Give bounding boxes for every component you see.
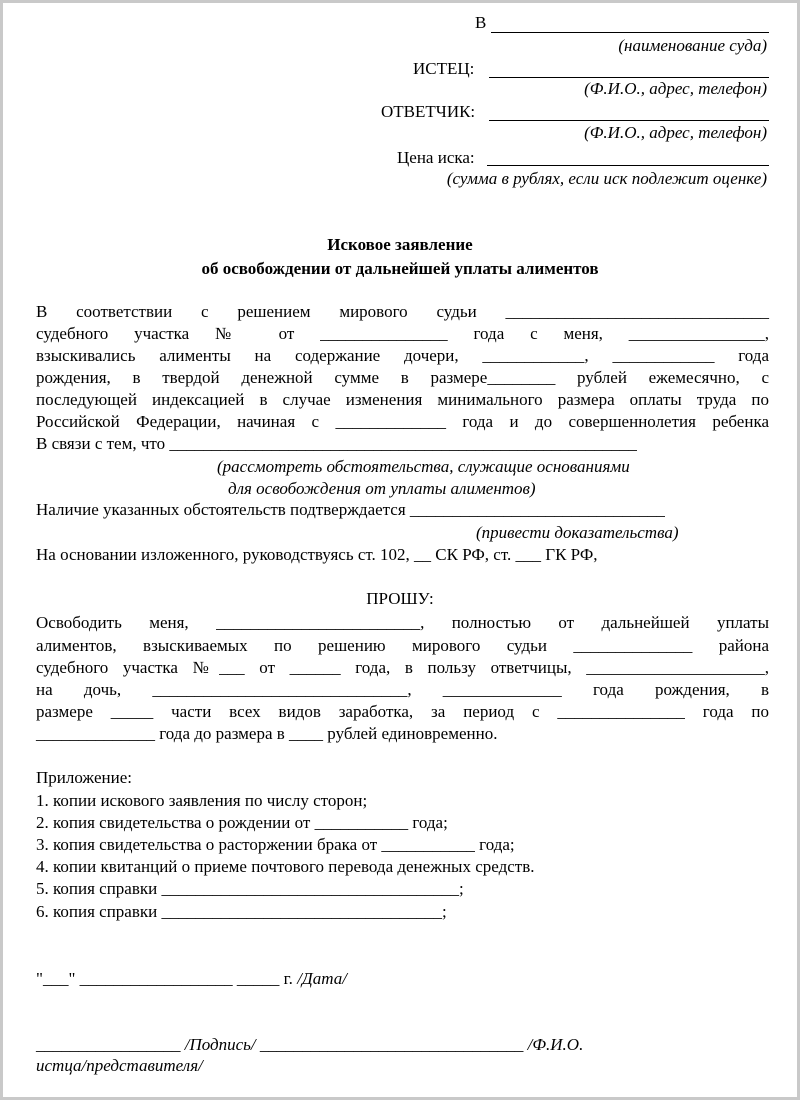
court-name-field[interactable] [491, 32, 769, 33]
plaintiff-label: ИСТЕЦ: [413, 59, 475, 78]
attachment-item: 2. копия свидетельства о рождении от ___________ года; [36, 813, 448, 832]
attachments-heading: Приложение: [36, 768, 132, 787]
document-title: Исковое заявление [327, 235, 473, 254]
attachment-item: 3. копия свидетельства о расторжении брака от ___________ года; [36, 835, 515, 854]
evidence-line: Наличие указанных обстоятельств подтверждается ______________________________ [36, 500, 665, 519]
claim-hint: (сумма в рублях, если иск подлежит оценке) [446, 169, 767, 188]
signature-line: _________________ /Подпись/ _______________________________ /Ф.И.О. [36, 1035, 584, 1054]
paragraph-line: взыскивались алименты на содержание дочери, ____________, ____________ года [36, 346, 769, 365]
request-line: ______________ года до размера в ____ рублей единовременно. [36, 724, 498, 743]
evidence-hint: (привести доказательства) [476, 523, 679, 542]
claim-amount-field[interactable] [487, 165, 769, 166]
defendant-label: ОТВЕТЧИК: [381, 102, 476, 121]
reason-line: В связи с тем, что _______________________________________________________ [36, 434, 637, 453]
plaintiff-field[interactable] [489, 77, 769, 78]
court-hint: (наименование суда) [618, 36, 767, 55]
paragraph-line: Российской Федерации, начиная с _____________ года и до совершеннолетия ребенка [36, 412, 769, 431]
request-line: на дочь, ______________________________, ______________ года рождения, в [36, 680, 769, 699]
document-subtitle: об освобождении от дальнейшей уплаты алиментов [201, 259, 599, 278]
reason-hint: для освобождения от уплаты алиментов) [228, 479, 536, 498]
claim-label: Цена иска: [397, 148, 475, 167]
request-line: размере _____ части всех видов заработка, за период с _______________ года по [36, 702, 769, 721]
plaintiff-hint: (Ф.И.О., адрес, телефон) [584, 79, 767, 98]
attachment-item: 4. копии квитанций о приеме почтового перевода денежных средств. [36, 857, 535, 876]
paragraph-line: судебного участка № от _______________ года с меня, ________________, [36, 324, 769, 343]
court-prefix: В [475, 13, 487, 32]
basis-line: На основании изложенного, руководствуясь ст. 102, __ СК РФ, ст. ___ ГК РФ, [36, 545, 598, 564]
date-line: "___" __________________ _____ г. /Дата/ [36, 969, 347, 988]
request-heading: ПРОШУ: [366, 589, 434, 608]
signature-role: истца/представителя/ [36, 1056, 203, 1075]
paragraph-line: В соответствии с решением мирового судьи _______________________________ [36, 302, 769, 321]
attachment-item: 1. копии искового заявления по числу сторон; [36, 791, 368, 810]
request-line: судебного участка №___ от ______ года, в пользу ответчицы, _____________________, [36, 658, 769, 677]
request-line: Освободить меня, ________________________, полностью от дальнейшей уплаты [36, 613, 769, 632]
paragraph-line: последующей индексацией в случае изменения минимального размера оплаты труда по [36, 390, 769, 409]
reason-hint: (рассмотреть обстоятельства, служащие основаниями [217, 457, 630, 476]
request-line: алиментов, взыскиваемых по решению мирового судьи ______________ района [36, 636, 769, 655]
attachment-item: 6. копия справки _________________________________; [36, 902, 447, 921]
paragraph-line: рождения, в твердой денежной сумме в размере________ рублей ежемесячно, с [36, 368, 769, 387]
defendant-hint: (Ф.И.О., адрес, телефон) [584, 123, 767, 142]
defendant-field[interactable] [489, 120, 769, 121]
attachment-item: 5. копия справки ___________________________________; [36, 879, 464, 898]
